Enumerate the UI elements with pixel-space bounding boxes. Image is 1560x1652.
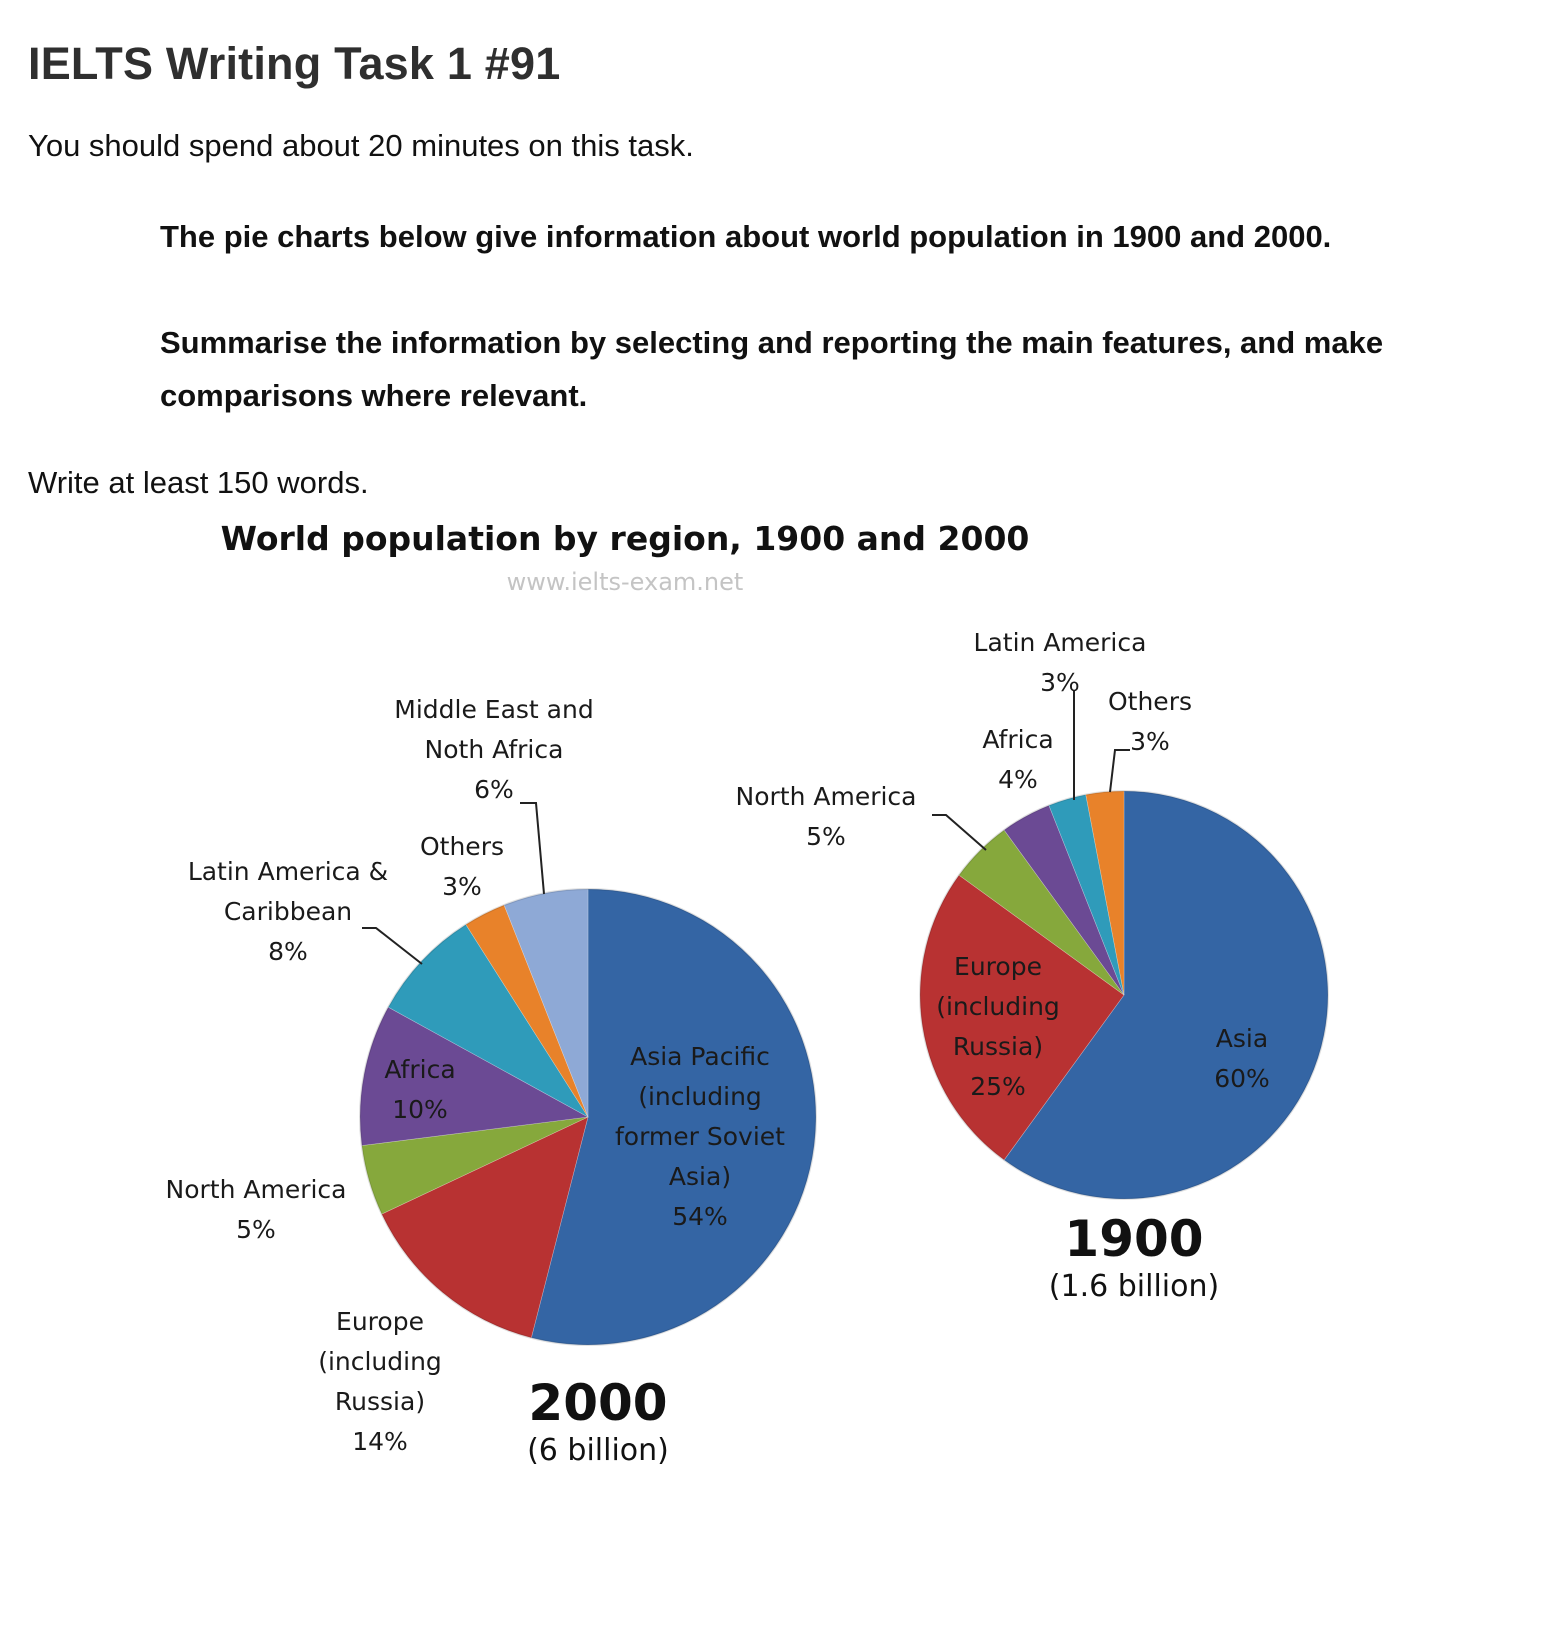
page-title: IELTS Writing Task 1 #91 [28, 38, 561, 89]
pie-2000-label-others: Others 3% [419, 832, 505, 901]
pie-1900-label-latin-america: Latin America 3% [973, 628, 1147, 697]
task-prompt [160, 210, 1540, 422]
pie-2000 [166, 695, 817, 1468]
pie-2000-label-latin-america: Latin America & Caribbean 8% [187, 857, 389, 966]
pie-1900-label-north-america: North America 5% [735, 782, 917, 851]
pie-1900-total-subtitle: (1.6 billion) [1048, 1269, 1220, 1304]
pie-1900 [736, 628, 1329, 1304]
pie-2000-label-europe: Europe (including Russia) 14% [318, 1307, 442, 1456]
pies-group [166, 628, 1329, 1468]
pie-1900-year-title: 1900 [1064, 1210, 1204, 1268]
pie-2000-label-middle-east-and: Middle East and Noth Africa 6% [394, 695, 594, 804]
word-limit-instruction: Write at least 150 words. [28, 465, 369, 500]
watermark: www.ielts-exam.net [506, 568, 744, 596]
pie-1900-label-africa: Africa 4% [982, 725, 1054, 794]
pie-2000-label-africa: Africa 10% [384, 1055, 456, 1124]
pie-1900-leader-others [1110, 750, 1130, 792]
task-time-instruction: You should spend about 20 minutes on this task. [28, 128, 694, 163]
task-instruction: Summarise the information by selecting and reporting the main features, and make comparisons where relevant. [160, 325, 1384, 413]
pie-1900-label-others: Others 3% [1107, 687, 1193, 756]
pie-2000-leader-latin-america [362, 928, 422, 964]
pie-charts-svg [140, 519, 1440, 1600]
pie-1900-leader-north-america [932, 815, 986, 850]
pie-2000-leader-middle-east-and [520, 803, 544, 894]
task-description: The pie charts below give information about world population in 1900 and 2000. [160, 219, 1332, 254]
figure-title: World population by region, 1900 and 2000 [220, 519, 1030, 558]
pie-2000-label-asia-pacific: Asia Pacific (including former Soviet Asia) 54% [615, 1042, 785, 1231]
pie-1900-label-asia: Asia 60% [1214, 1024, 1270, 1093]
pie-2000-total-subtitle: (6 billion) [527, 1433, 669, 1468]
pie-2000-year-title: 2000 [528, 1374, 668, 1432]
pie-2000-label-north-america: North America 5% [165, 1175, 347, 1244]
pie-charts-figure [140, 519, 1440, 1600]
pie-1900-label-europe: Europe (including Russia) 25% [936, 952, 1060, 1101]
